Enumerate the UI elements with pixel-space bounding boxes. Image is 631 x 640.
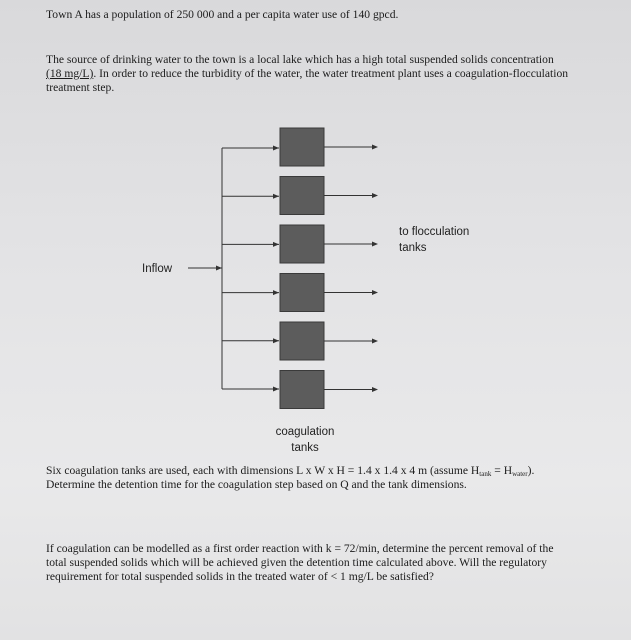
tank-outlet-arrowhead [372, 290, 378, 295]
source-text-b: . In order to reduce the turbidity of the water, the water treatment plant uses a coagulation-flocculation treatment step. [46, 67, 569, 94]
coagulation-tank [280, 322, 324, 360]
tanks-paragraph [46, 464, 576, 492]
tank-inlet-arrowhead [273, 387, 279, 392]
tank-inlet-arrowhead [273, 290, 279, 295]
water-subscript: water [512, 470, 528, 478]
source-text-a: The source of drinking water to the town is a local lake which has a high total suspended solids concentration [46, 53, 554, 66]
tss-concentration: (18 mg/L) [46, 67, 94, 80]
coagulation-tank [280, 177, 324, 215]
tanks-text-c: ). Determine the detention time for the coagulation step based on Q and the tank dimensions. [46, 464, 535, 491]
tank-inlet-arrowhead [273, 146, 279, 151]
outlet-label: to flocculation tanks [399, 226, 470, 254]
tanks-text-b: = H [491, 464, 513, 477]
tanks-label: coagulation tanks [275, 426, 335, 454]
inflow-label: Inflow [142, 263, 173, 275]
tank-group [188, 128, 378, 409]
tank-subscript: tank [479, 470, 492, 478]
tank-outlet-arrowhead [372, 242, 378, 247]
tank-inlet-arrowhead [273, 338, 279, 343]
tank-inlet-arrowhead [273, 194, 279, 199]
coagulation-tank [280, 274, 324, 312]
tank-outlet-arrowhead [372, 339, 378, 344]
tank-outlet-arrowhead [372, 145, 378, 150]
intro-paragraph: Town A has a population of 250 000 and a per capita water use of 140 gpcd. [46, 8, 399, 21]
inflow-arrowhead [216, 266, 222, 271]
tank-outlet-arrowhead [372, 387, 378, 392]
reaction-paragraph: If coagulation can be modelled as a first order reaction with k = 72/min, determine the percent removal of the total suspended solids which will be achieved given the detention time calculated above. Will the regulatory requirement for total suspended solids in the treated water of < 1 mg/L be satisfied? [46, 542, 554, 583]
coagulation-tank [280, 128, 324, 166]
tank-inlet-arrowhead [273, 242, 279, 247]
coagulation-tank [280, 371, 324, 409]
tanks-text-a: Six coagulation tanks are used, each with dimensions L x W x H = 1.4 x 1.4 x 4 m (assume H [46, 464, 480, 477]
coagulation-tank [280, 225, 324, 263]
tank-outlet-arrowhead [372, 193, 378, 198]
